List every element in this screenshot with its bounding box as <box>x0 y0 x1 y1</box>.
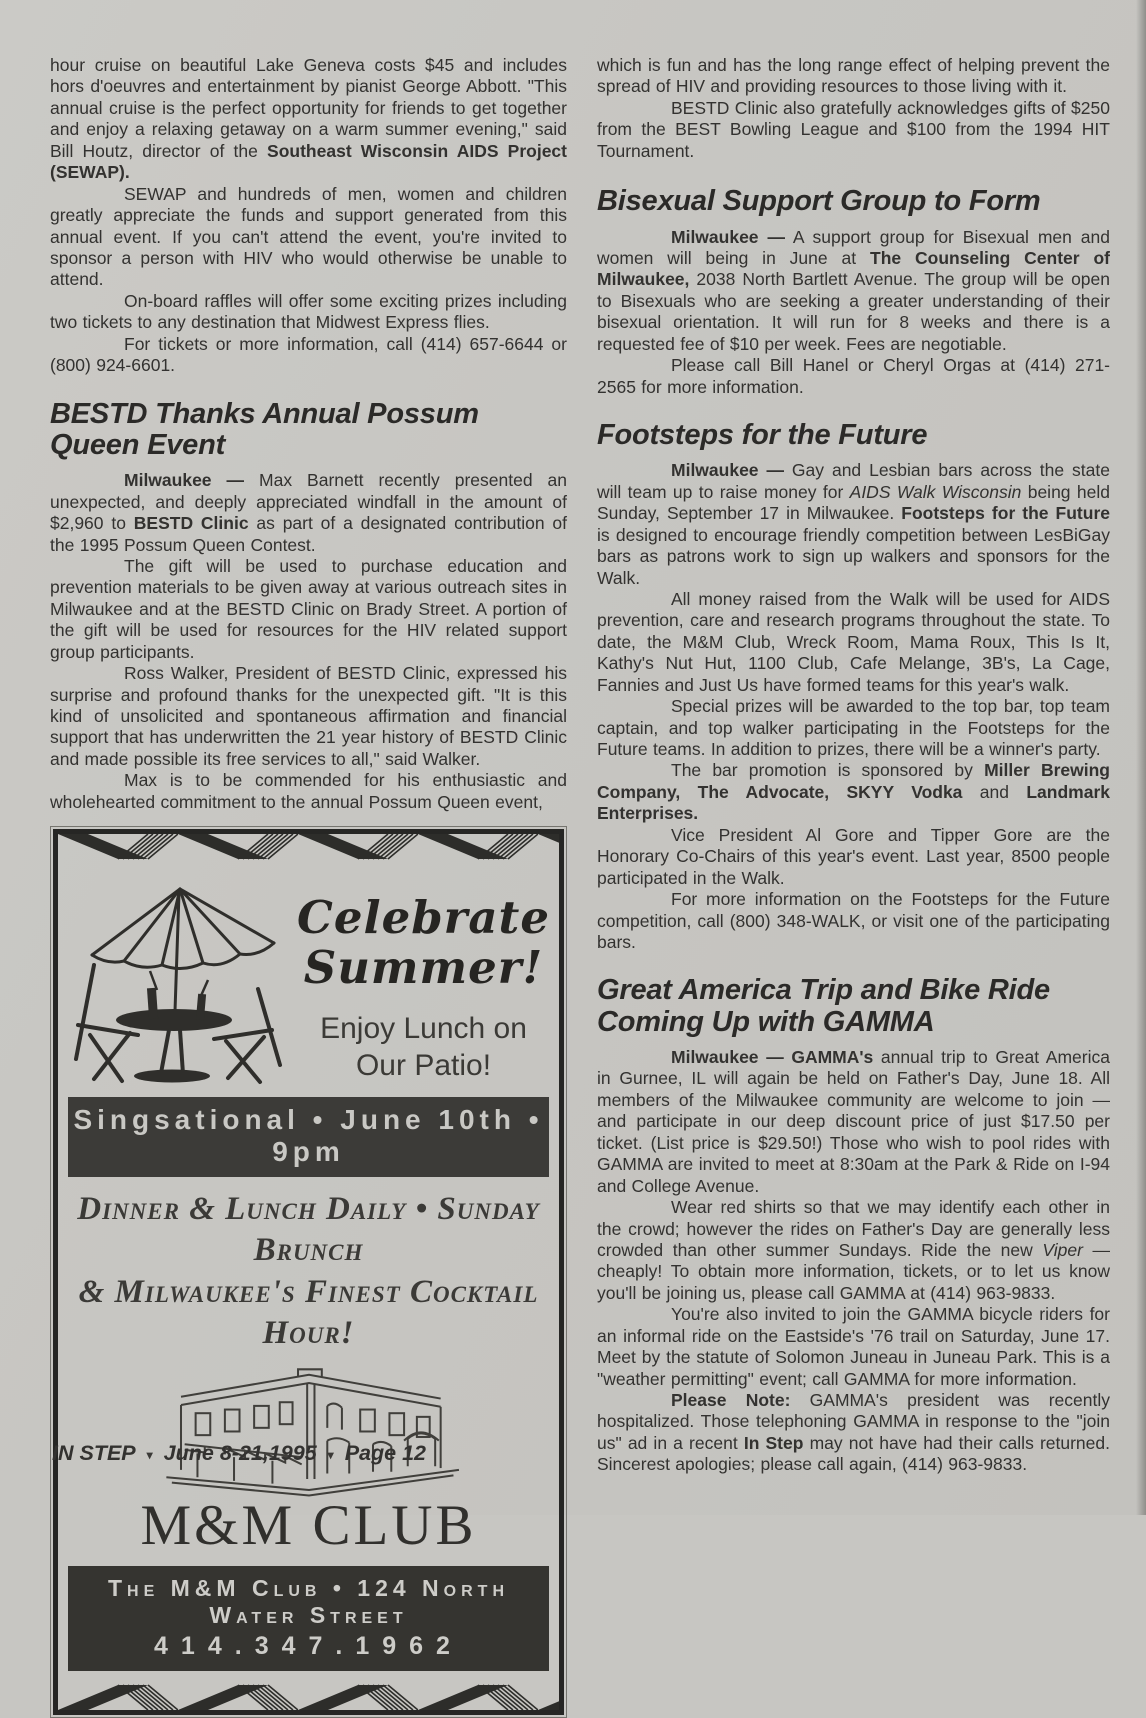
article-headline-bisexual-support: Bisexual Support Group to Form <box>597 185 1041 218</box>
advertisement-inner-frame <box>53 829 564 1715</box>
paragraph: Milwaukee — Max Barnett recently presented an unexpected, and deeply appreciated windfall in the amount of $2,960 to BESTD Clinic as part of a designated contribution of the 1995 Possum Queen Contest. <box>50 470 567 555</box>
publication-name: IN STEP <box>52 1441 136 1465</box>
ad-address-bar <box>68 1566 549 1671</box>
triangle-separator-icon: ▾ <box>327 1447 334 1462</box>
ad-top-section <box>58 861 559 1087</box>
paragraph: Special prizes will be awarded to the top bar, top team captain, and top walker participating in the Footsteps for the Future teams. In addition to prizes, there will be a winner's party. <box>597 696 1110 759</box>
issue-date: June 8-21,1995 <box>163 1441 317 1465</box>
paragraph: Wear red shirts so that we may identify each other in the crowd; however the rides on Father's Day are generally less crowded than other summer Sundays. Ride the new Viper — cheaply! To obtain more information, tickets, or to let us know you'll be joining us, please call GAMMA at (414) 963-9833. <box>597 1197 1110 1303</box>
paragraph: The gift will be used to purchase education and prevention materials to be given away at various outreach sites in Milwaukee and at the BESTD Clinic on Brady Street. A portion of the gift will be used for resources for the HIV related support group participants. <box>50 555 567 662</box>
page-footer <box>52 1441 426 1466</box>
ad-taglines <box>58 1189 559 1354</box>
paragraph: Please Note: GAMMA's president was recently hospitalized. Those telephoning GAMMA in response to the "join us" ad in a recent In Step may not have had their calls returned. Sincerest apologies; please call again, (414) 963-9833. <box>597 1390 1111 1475</box>
paragraph: Milwaukee — A support group for Bisexual men and women will being in June at The Counseling Center of Milwaukee, 2038 North Bartlett Avenue. The group will be open to Bisexuals who are seeking a greater understanding of their bisexual orientation. It will run for 8 weeks and there is a requested fee of $10 per week. Fees are negotiable. <box>597 226 1110 354</box>
ad-address-line: The M&M Club • 124 North Water Street <box>107 1575 509 1629</box>
ad-tagline-line1: Dinner & Lunch Daily • Sunday Brunch <box>77 1191 540 1269</box>
mm-club-building-illustration <box>144 1362 474 1490</box>
patio-umbrella-illustration <box>62 867 294 1085</box>
paragraph: You're also invited to join the GAMMA bicycle riders for an informal ride on the Eastside's '76 trail on Saturday, June 17. Meet by the statute of Solomon Juneau in Juneau Park. This is a "weather permitting" event; call GAMMA for more information. <box>597 1304 1110 1389</box>
article-headline-gamma: Great America Trip and Bike Ride Coming Up with GAMMA <box>597 974 1050 1038</box>
ad-building-block <box>58 1362 559 1495</box>
right-column <box>597 55 1110 1718</box>
ad-subheadline-line2: Our Patio! <box>355 1048 492 1082</box>
paragraph: All money raised from the Walk will be used for AIDS prevention, care and research programs throughout the state. To date, the M&M Club, Wreck Room, Mama Roux, This Is It, Kathy's Nut Hut, 1100 Club, Cafe Melange, 3B's, La Cage, Fannies and Just Us have formed teams for this year's walk. <box>597 588 1110 695</box>
ad-headline-line1: Celebrate <box>297 891 550 945</box>
article-headline-bestd: BESTD Thanks Annual Possum Queen Event <box>50 397 479 461</box>
zigzag-ribbon-border-bottom <box>58 1683 559 1710</box>
paragraph: Max is to be commended for his enthusiastic and wholehearted commitment to the annual Possum Queen event, <box>50 770 567 812</box>
paragraph: For tickets or more information, call (414) 657-6644 or (800) 924-6601. <box>50 333 567 376</box>
paragraph: Please call Bill Hanel or Cheryl Orgas at (414) 271-2565 for more information. <box>597 355 1110 397</box>
left-column <box>50 55 567 1718</box>
ad-subheadline-line1: Enjoy Lunch on <box>320 1012 527 1046</box>
ad-phone-number: 414.347.1962 <box>154 1632 463 1661</box>
zigzag-ribbon-border-top <box>58 834 559 861</box>
paragraph: hour cruise on beautiful Lake Geneva costs $45 and includes hors d'oeuvres and entertainment by pianist George Abbott. "This annual cruise is the perfect opportunity for friends to get together and enjoy a relaxing getaway on a warm summer evening," said Bill Houtz, director of the Southeast Wisconsin AIDS Project (SEWAP). <box>50 55 567 183</box>
paragraph: Ross Walker, President of BESTD Clinic, expressed his surprise and profound thanks for the unexpected gift. "It is this kind of unsolicited and spontaneous affirmation and financial support that has underwritten the 21 year history of BESTD Clinic and made possible its free services to all," said Walker. <box>50 663 567 769</box>
scan-edge-shadow <box>1136 0 1146 1515</box>
paragraph: On-board raffles will offer some exciting prizes including two tickets to any destination that Midwest Express flies. <box>50 290 567 333</box>
ad-event-bar: Singsational • June 10th • 9pm <box>68 1097 549 1177</box>
paragraph: The bar promotion is sponsored by Miller Brewing Company, The Advocate, SKYY Vodka and Landmark Enterprises. <box>597 760 1110 824</box>
paragraph: For more information on the Footsteps for the Future competition, call (800) 348-WALK, or visit one of the participating bars. <box>597 889 1110 952</box>
paragraph: which is fun and has the long range effect of helping prevent the spread of HIV and providing resources to those living with it. <box>597 55 1110 97</box>
page-number: Page 12 <box>344 1441 426 1465</box>
paragraph: BESTD Clinic also gratefully acknowledges gifts of $250 from the BEST Bowling League and $100 from the 1994 HIT Tournament. <box>597 97 1110 161</box>
ad-logo-text: M&M CLUB <box>140 1494 477 1558</box>
ad-headline-block <box>294 867 553 1083</box>
paragraph: Milwaukee — GAMMA's annual trip to Great America in Gurnee, IL will again be held on Father's Day, June 18. All members of the Milwaukee community are welcome to join — and participate in our deep discount price of just $17.50 per ticket. (List price is $29.50!) Those who wish to pool rides with GAMMA are invited to meet at 8:30am at the Park & Ride on I-94 and College Avenue. <box>597 1047 1110 1196</box>
paragraph: SEWAP and hundreds of men, women and children greatly appreciate the funds and support generated from this annual event. If you can't attend the event, you're invited to sponsor a person with HIV who would otherwise be unable to attend. <box>50 183 567 290</box>
article-headline-footsteps: Footsteps for the Future <box>597 419 928 451</box>
ad-tagline-line2: & Milwaukee's Finest Cocktail Hour! <box>78 1273 539 1351</box>
mm-club-advertisement <box>50 826 567 1718</box>
ad-headline-line2: Summer! <box>303 940 544 994</box>
triangle-separator-icon: ▾ <box>146 1447 153 1462</box>
paragraph: Vice President Al Gore and Tipper Gore are the Honorary Co-Chairs of this year's event. Last year, 8500 people participated in the Walk. <box>597 824 1110 888</box>
paragraph: Milwaukee — Gay and Lesbian bars across the state will team up to raise money for AIDS Walk Wisconsin being held Sunday, September 17 in Milwaukee. Footsteps for the Future is designed to encourage friendly competition between LesBiGay bars as patrons work to sign up walkers and sponsors for the Walk. <box>597 460 1110 588</box>
